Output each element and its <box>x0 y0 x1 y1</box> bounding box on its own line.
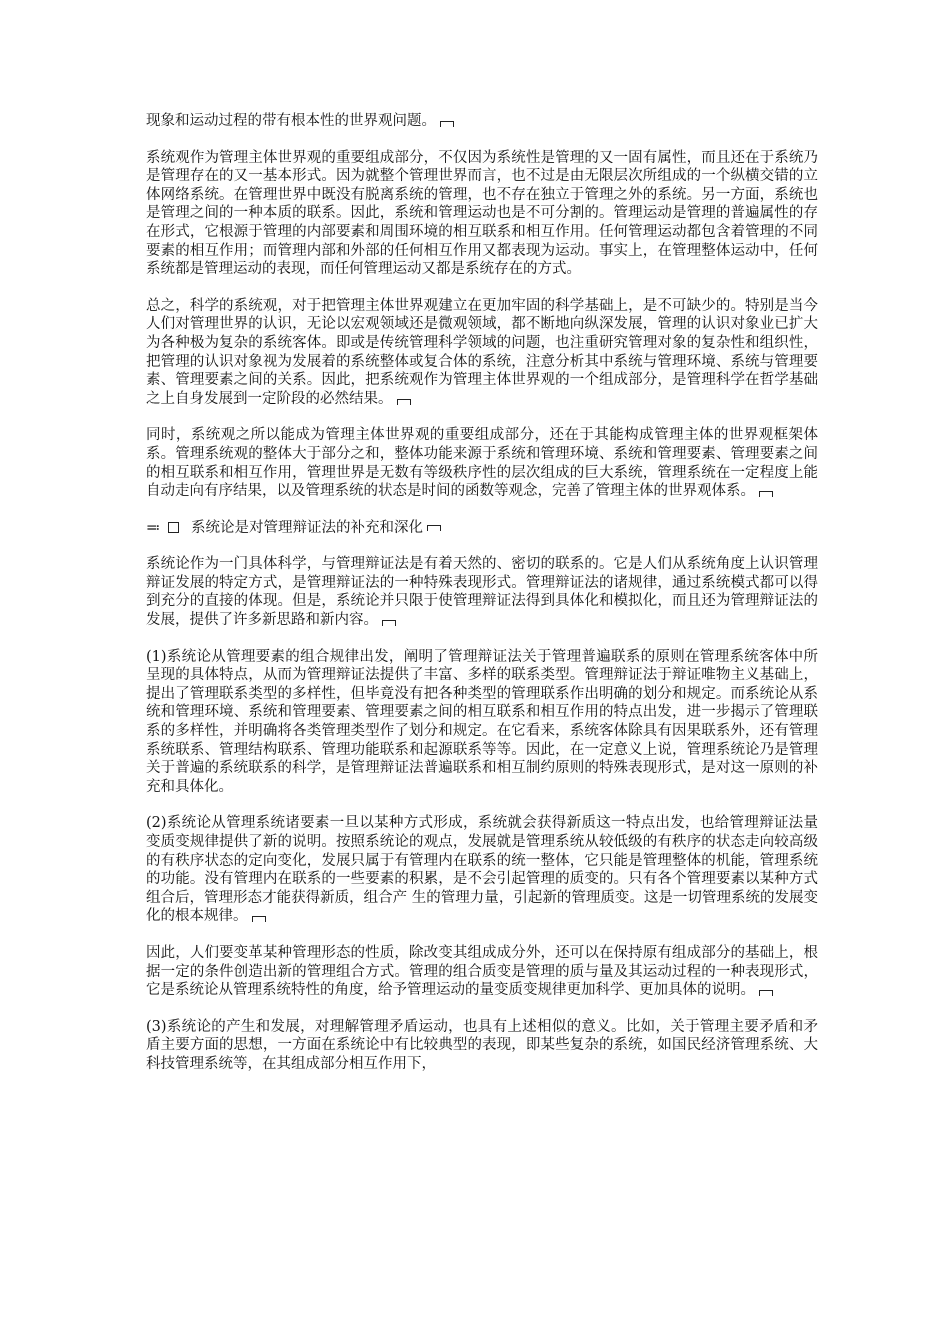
paragraph-7: (2)系统论从管理系统诸要素一旦以某种方式形成，系统就会获得新质这一特点出发，也给管理辩证法量变质变规律提供了新的说明。按照系统论的观点，发展就是管理系统从较低级的有秩序的状态走向较高级的有秩序状态的定向变化，发展只属于有管理内在联系的统一整体，它只能是管理整体的机能，管理系统的功能。没有管理内在联系的一些要素的积累，是不会引起管理的质变的。只有各个管理要素以某种方式组合后，管理形态才能获得新质，组合产 生的管理力量，引起新的管理质变。这是一切管理系统的发展变化的根本规律。 <box>146 815 818 925</box>
paragraph-1: 现象和运动过程的带有根本性的世界观问题。 <box>146 112 818 131</box>
heading-text: 系统论是对管理辩证法的补充和深化 <box>191 519 423 536</box>
paragraph-8: 因此，人们要变革某种管理形态的性质，除改变其组成成分外，还可以在保持原有组成部分的基础上，根据一定的条件创造出新的管理组合方式。管理的组合质变是管理的质与量及其运动过程的一种表现形式，它是系统论从管理系统特性的角度，给予管理运动的量变质变规律更加科学、更加具体的说明。 <box>146 944 818 999</box>
paragraph-end-icon <box>759 990 773 996</box>
paragraph-2: 系统观作为管理主体世界观的重要组成部分，不仅因为系统性是管理的又一固有属性，而且还在于系统乃是管理存在的又一基本形式。因为就整个管理世界而言，也不过是由无限层次所组成的一个纵横交错的立体网络系统。在管理世界中既没有脱离系统的管理，也不存在独立于管理之外的系统。另一方面，系统也是管理之间的一种本质的联系。因此，系统和管理运动也是不可分割的。管理运动是管理的普遍属性的存在形式，它根源于管理的内部要素和周围环境的相互联系和相互作用。任何管理运动都包含着管理的不同要素的相互作用；而管理内部和外部的任何相互作用又都表现为运动。事实上，在管理整体运动中，任何系统都是管理运动的表现，而任何管理运动又都是系统存在的方式。 <box>146 149 818 278</box>
paragraph-4: 同时，系统观之所以能成为管理主体世界观的重要组成部分，还在于其能构成管理主体的世界观框架体系。管理系统观的整体大于部分之和，整体功能来源于系统和管理环境、系统和管理要素、管理要素之间的相互联系和相互作用，管理世界是无数有等级秩序性的层次组成的巨大系统，管理系统在一定程度上能自动走向有序结果，以及管理系统的状态是时间的函数等观念，完善了管理主体的世界观体系。 <box>146 427 818 500</box>
paragraph-end-icon <box>382 620 396 626</box>
document-page <box>146 112 818 1092</box>
paragraph-3: 总之，科学的系统观，对于把管理主体世界观建立在更加牢固的科学基础上，是不可缺少的。特别是当今人们对管理世界的认识，无论以宏观领域还是微观领域，都不断地向纵深发展，管理的认识对象业已扩大为各种极为复杂的系统客体。即或是传统管理科学领域的问题，也注重研究管理对象的复杂性和组织性，把管理的认识对象视为发展着的系统整体或复合体的系统，注意分析其中系统与管理环境、系统与管理要素、管理要素之间的关系。因此，把系统观作为管理主体世界观的一个组成部分，是管理科学在哲学基础之上自身发展到一定阶段的必然结果。 <box>146 297 818 407</box>
paragraph-end-icon <box>397 399 411 405</box>
paragraph-end-icon <box>759 491 773 497</box>
paragraph-end-icon <box>252 916 266 922</box>
paragraph-end-icon <box>427 525 441 531</box>
paragraph-end-icon <box>440 121 454 127</box>
checkbox-icon <box>168 522 179 533</box>
paragraph-5: 系统论作为一门具体科学，与管理辩证法是有着天然的、密切的联系的。它是人们从系统角度上认识管理辩证发展的特定方式，是管理辩证法的一种特殊表现形式。管理辩证法的诸规律，通过系统模式都可以得到充分的直接的体现。但是，系统论并只限于使管理辩证法得到具体化和模拟化，而且还为管理辩证法的发展，提供了许多新思路和新内容。 <box>146 556 818 629</box>
paragraph-6: (1)系统论从管理要素的组合规律出发，阐明了管理辩证法关于管理普遍联系的原则在管理系统客体中所呈现的具体特点，从而为管理辩证法提供了丰富、多样的联系类型。管理辩证法于辩证唯物主义基础上，提出了管理联系类型的多样性，但毕竟没有把各种类型的管理联系作出明确的划分和规定。而系统论从系统和管理环境、系统和管理要素、管理要素之间的相互联系和相互作用的特点出发，进一步揭示了管理联系的多样性，并明确将各类管理类型作了划分和规定。在它看来，系统客体除具有因果联系外，还有管理系统联系、管理结构联系、管理功能联系和起源联系等等。因此，在一定意义上说，管理系统论乃是管理关于普遍的系统联系的科学，是管理辩证法普遍联系和相互制约原则的特殊表现形式，是对这一原则的补充和具体化。 <box>146 648 818 795</box>
heading-number: ≕ <box>146 519 160 536</box>
section-heading <box>146 519 818 538</box>
paragraph-9: (3)系统论的产生和发展，对理解管理矛盾运动，也具有上述相似的意义。比如，关于管理主要矛盾和矛盾主要方面的思想，一方面在系统论中有比较典型的表现，即某些复杂的系统，如国民经济管理系统、大科技管理系统等，在其组成部分相互作用下， <box>146 1018 818 1072</box>
